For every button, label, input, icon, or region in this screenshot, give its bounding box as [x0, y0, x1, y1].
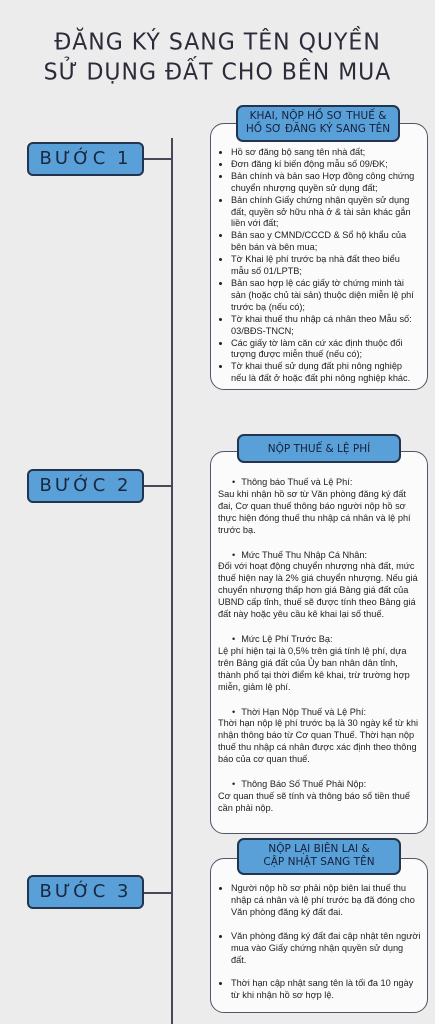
step-1-content-box: [210, 123, 428, 390]
list-item: • Bản sao hợp lệ các giấy tờ chứng minh tài sản (hoặc chủ tài sản) thuộc diện miễn lệ phí trước bạ (nếu có);: [231, 278, 419, 314]
step-1-tag-line-2: HỒ SƠ ĐĂNG KÝ SANG TÊN: [245, 123, 391, 135]
step-3-list: [211, 883, 421, 1002]
step-connector: [144, 485, 171, 487]
list-item: • Bản chính Giấy chứng nhận quyền sử dụng đất, quyền sở hữu nhà ở & tài sản khác gắn liền với đất;: [231, 195, 419, 231]
step-1-badge: BƯỚC 1: [27, 142, 144, 176]
list-item: • Đơn đăng kí biến động mẫu số 09/ĐK;: [231, 159, 419, 171]
step-2-content-box: [210, 451, 428, 834]
list-item: • Bản chính và bản sao Hợp đồng công chứng chuyển nhượng quyền sử dụng đất;: [231, 171, 419, 195]
step-2-sections: [218, 477, 419, 815]
list-item: • Tờ khai thuế thu nhập cá nhân theo Mẫu số: 03/BĐS-TNCN;: [231, 314, 419, 338]
section-heading: • Thông Báo Số Thuế Phải Nộp:: [218, 779, 419, 791]
step-3-content-box: [210, 858, 428, 1013]
step-1-list: [211, 147, 419, 385]
section-body: Sau khi nhận hồ sơ từ Văn phòng đăng ký đất đai, Cơ quan thuế thông báo người nộp hồ sơ thực hiện đóng thuế thu nhập cá nhân và lệ phí trước bạ.: [218, 488, 411, 535]
step-1-tag-line-1: KHAI, NỘP HỒ SƠ THUẾ &: [249, 110, 387, 122]
list-item: • Người nộp hồ sơ phải nộp biên lai thuế thu nhập cá nhân và lệ phí trước bạ đã đóng cho Văn phòng đăng ký đất đai.: [231, 883, 421, 919]
section-body: Đối với hoạt động chuyển nhượng nhà đất, mức thuế hiện nay là 2% giá chuyển nhượng. Nếu giá chuyển nhượng thấp hơn giá Bảng giá đất của UBND cấp tỉnh, thuế sẽ được tính theo Bảng giá đất này hoặc yêu cầu kê khai lại số thuế.: [218, 561, 418, 620]
section-heading: • Mức Thuế Thu Nhập Cá Nhân:: [218, 550, 419, 562]
step-3-tag: [237, 838, 401, 875]
step-2-tag: [237, 434, 401, 463]
section-body: Cơ quan thuế sẽ tính và thông báo số tiền thuế cần phải nộp.: [218, 790, 410, 813]
list-item: • Bản sao y CMND/CCCD & Sổ hộ khẩu của bên bán và bên mua;: [231, 230, 419, 254]
step-1-tag: [236, 105, 400, 142]
list-item: • Thời hạn cập nhật sang tên là tối đa 10 ngày từ khi nhận hồ sơ hợp lệ.: [231, 978, 421, 1002]
step-3-tag-line-2: CẬP NHẬT SANG TÊN: [263, 856, 375, 868]
list-item: • Văn phòng đăng ký đất đai cập nhật tên người mua vào Giấy chứng nhận quyền sử dụng đất.: [231, 931, 421, 967]
step-3-badge: BƯỚC 3: [27, 875, 144, 909]
section-heading: • Mức Lệ Phí Trước Bạ:: [218, 634, 419, 646]
section-body: Lệ phí hiện tại là 0,5% trên giá tính lệ phí, dựa trên Bảng giá đất của Ủy ban nhân dân tỉnh, thành phố tại thời điểm kê khai, trừ trường hợp miễn, giảm lệ phí.: [218, 645, 410, 692]
section-heading: • Thời Hạn Nộp Thuế và Lệ Phí:: [218, 707, 419, 719]
list-item: • Tờ Khai lệ phí trước bạ nhà đất theo biểu mẫu số 01/LPTB;: [231, 254, 419, 278]
step-connector: [144, 892, 171, 894]
step-2-tag-line-1: NỘP THUẾ & LỆ PHÍ: [267, 443, 371, 455]
step-2-badge: BƯỚC 2: [27, 469, 144, 503]
page-title-line-2: SỬ DỤNG ĐẤT CHO BÊN MUA: [43, 59, 392, 86]
step-3-tag-line-1: NỘP LẠI BIÊN LAI &: [268, 843, 370, 855]
list-item: • Tờ khai thuế sử dụng đất phi nông nghiệp nếu là đất ở hoặc đất phi nông nghiệp khác.: [231, 361, 419, 385]
list-item: • Các giấy tờ làm căn cứ xác định thuộc đối tượng được miễn thuế (nếu có);: [231, 338, 419, 362]
timeline-line: [171, 138, 173, 1024]
list-item: • Hồ sơ đăng bộ sang tên nhà đất;: [231, 147, 419, 159]
section-body: Thời hạn nộp lệ phí trước bạ là 30 ngày kể từ khi nhận thông báo từ Cơ quan Thuế. Thời hạn nộp thuế thu nhập cá nhân được xác định theo thông báo của cơ quan thuế.: [218, 718, 419, 765]
section-heading: • Thông báo Thuế và Lệ Phí:: [218, 477, 419, 489]
page-title-line-1: ĐĂNG KÝ SANG TÊN QUYỀN: [54, 29, 381, 56]
step-connector: [144, 158, 171, 160]
